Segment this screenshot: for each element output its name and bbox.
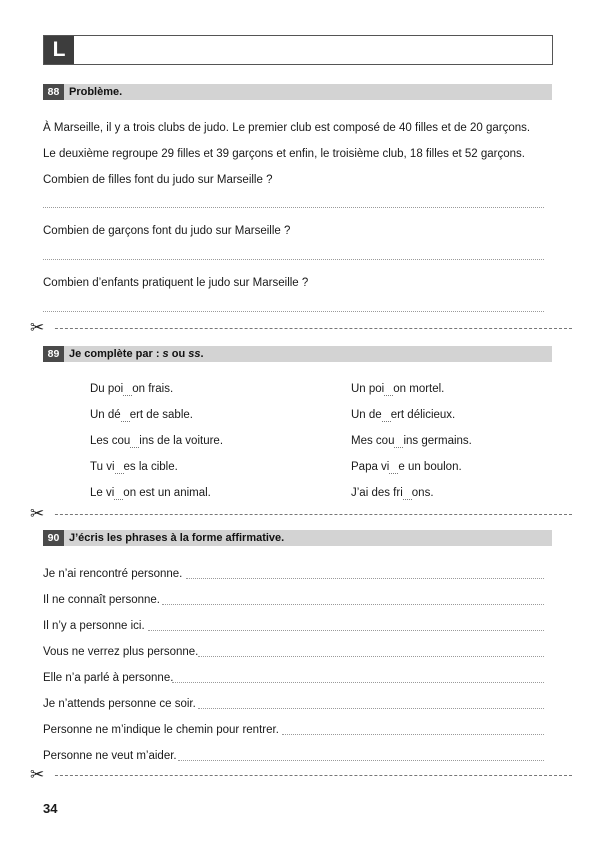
fill-item-left-4: Tu vi es la cible.	[90, 461, 178, 473]
answer-line-girls[interactable]	[43, 207, 544, 208]
blank-field[interactable]	[114, 489, 123, 500]
cut-line	[30, 514, 572, 515]
page-number: 34	[43, 801, 58, 816]
blank-field[interactable]	[382, 411, 391, 422]
fill-item-left-3: Les cou ins de la voiture.	[90, 435, 224, 447]
blank-field[interactable]	[123, 385, 132, 396]
fill-item-left-5: Le vi on est un animal.	[90, 487, 211, 499]
answer-line-6[interactable]	[198, 708, 544, 709]
exercise-90-title: J’écris les phrases à la forme affirmative.	[69, 532, 285, 544]
sentence-2: Il ne connaît personne.	[43, 594, 160, 606]
sentence-8: Personne ne veut m’aider.	[43, 750, 177, 762]
scissors-icon: ✂	[30, 505, 54, 522]
fill-item-right-3: Mes cou ins germains.	[351, 435, 472, 447]
blank-field[interactable]	[394, 437, 403, 448]
answer-line-1[interactable]	[186, 578, 544, 579]
answer-line-8[interactable]	[178, 760, 544, 761]
section-letter: L	[44, 36, 74, 64]
blank-field[interactable]	[403, 489, 412, 500]
blank-field[interactable]	[121, 411, 130, 422]
cut-line	[30, 328, 572, 329]
exercise-90-number: 90	[43, 530, 64, 546]
answer-line-2[interactable]	[162, 604, 544, 605]
cut-line	[30, 775, 572, 776]
sentence-5: Elle n’a parlé à personne.	[43, 672, 174, 684]
answer-line-children[interactable]	[43, 311, 544, 312]
sentence-4: Vous ne verrez plus personne.	[43, 646, 199, 658]
letter-header-box	[43, 35, 553, 65]
fill-item-right-1: Un poi on mortel.	[351, 383, 445, 395]
blank-field[interactable]	[115, 463, 124, 474]
fill-item-right-2: Un de ert délicieux.	[351, 409, 456, 421]
exercise-88-header	[43, 84, 552, 100]
blank-field[interactable]	[384, 385, 393, 396]
question-boys: Combien de garçons font du judo sur Marseille ?	[43, 225, 291, 237]
sentence-7: Personne ne m’indique le chemin pour rentrer.	[43, 724, 279, 736]
fill-item-left-1: Du poi on frais.	[90, 383, 174, 395]
fill-item-left-2: Un dé ert de sable.	[90, 409, 193, 421]
fill-item-right-5: J’ai des fri ons.	[351, 487, 434, 499]
answer-line-boys[interactable]	[43, 259, 544, 260]
sentence-1: Je n’ai rencontré personne.	[43, 568, 183, 580]
answer-line-7[interactable]	[282, 734, 544, 735]
answer-line-4[interactable]	[198, 656, 544, 657]
exercise-89-title: Je complète par : s ou ss.	[69, 348, 204, 360]
exercise-89-number: 89	[43, 346, 64, 362]
scissors-icon: ✂	[30, 766, 54, 783]
fill-item-right-4: Papa vi e un boulon.	[351, 461, 462, 473]
question-children: Combien d’enfants pratiquent le judo sur Marseille ?	[43, 277, 309, 289]
blank-field[interactable]	[130, 437, 139, 448]
scissors-icon: ✂	[30, 319, 54, 336]
answer-line-3[interactable]	[148, 630, 544, 631]
answer-line-5[interactable]	[172, 682, 544, 683]
exercise-89-header	[43, 346, 552, 362]
exercise-88-title: Problème.	[69, 86, 123, 98]
question-girls: Combien de filles font du judo sur Marseille ?	[43, 174, 273, 186]
sentence-6: Je n’attends personne ce soir.	[43, 698, 196, 710]
exercise-90-header	[43, 530, 552, 546]
sentence-3: Il n’y a personne ici.	[43, 620, 145, 632]
problem-line-2: Le deuxième regroupe 29 filles et 39 garçons et enfin, le troisième club, 18 filles et 52 garçons.	[43, 148, 526, 160]
blank-field[interactable]	[389, 463, 398, 474]
problem-line-1: À Marseille, il y a trois clubs de judo. Le premier club est composé de 40 filles et de 20 garçons.	[43, 122, 531, 134]
exercise-88-number: 88	[43, 84, 64, 100]
